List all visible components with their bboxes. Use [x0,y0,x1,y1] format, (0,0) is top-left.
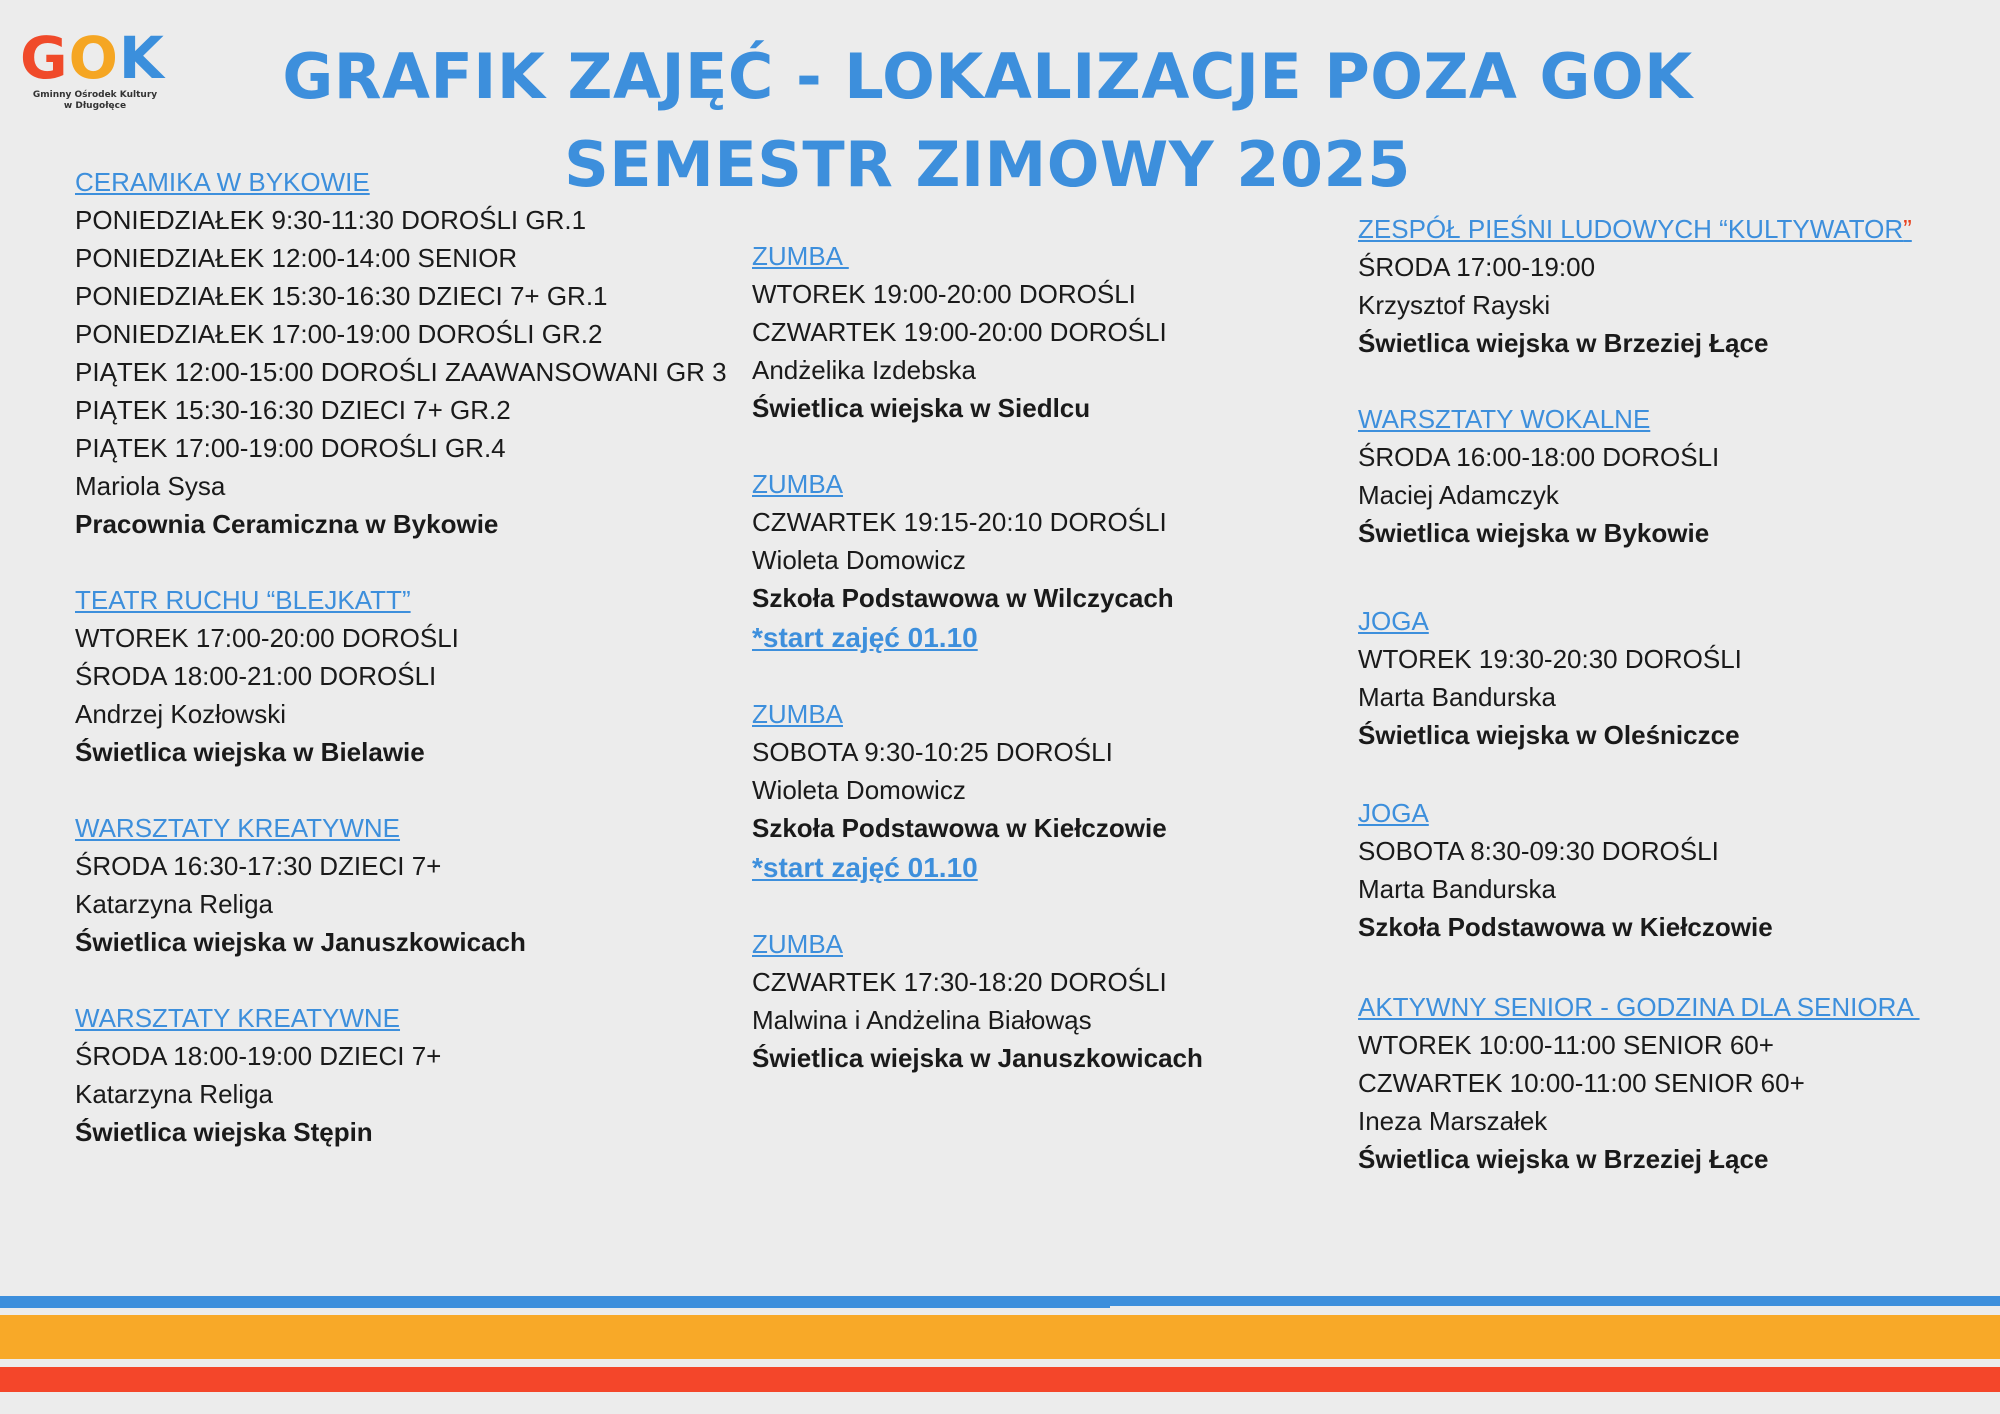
start-note: *start zajęć 01.10 [752,622,978,653]
section-ceramika [75,163,735,543]
location: Pracownia Ceramiczna w Bykowie [75,509,499,539]
instructor-name: Andżelika Izdebska [752,355,977,385]
section-title: ZUMBA [752,241,849,271]
page-title-line2: SEMESTR ZIMOWY 2025 [564,128,1411,201]
location: Świetlica wiejska w Januszkowicach [75,927,526,957]
location: Świetlica wiejska w Brzeziej Łące [1358,1144,1769,1174]
schedule-line: WTOREK 19:00-20:00 DOROŚLI [752,279,1136,309]
logo-letter-o: O [68,24,119,92]
instructor-name: Andrzej Kozłowski [75,699,286,729]
section-zumba-4 [752,925,1352,1077]
section-kultywator [1358,210,1978,362]
section-title: ZUMBA [752,929,843,959]
schedule-line: CZWARTEK 19:00-20:00 DOROŚLI [752,317,1167,347]
schedule-line: WTOREK 19:30-20:30 DOROŚLI [1358,644,1742,674]
decorative-stripe-red [0,1367,2000,1392]
schedule-line: PIĄTEK 12:00-15:00 DOROŚLI ZAAWANSOWANI GR 3 [75,357,727,387]
section-title [1358,210,1978,248]
instructor-name: Krzysztof Rayski [1358,290,1551,320]
section-title: CERAMIKA W BYKOWIE [75,167,370,197]
section-joga-2 [1358,794,1978,946]
location: Świetlica wiejska Stępin [75,1117,373,1147]
schedule-column-2 [752,237,1352,1077]
section-joga-1 [1358,602,1978,754]
schedule-line: CZWARTEK 19:15-20:10 DOROŚLI [752,507,1167,537]
schedule-line: CZWARTEK 17:30-18:20 DOROŚLI [752,967,1167,997]
section-aktywny-senior [1358,988,1978,1178]
instructor-name: Wioleta Domowicz [752,545,966,575]
schedule-line: PONIEDZIAŁEK 9:30-11:30 DOROŚLI GR.1 [75,205,587,235]
location: Szkoła Podstawowa w Kiełczowie [752,813,1167,843]
instructor-name: Katarzyna Religa [75,1079,273,1109]
schedule-column-1 [75,163,735,1151]
schedule-line: PIĄTEK 17:00-19:00 DOROŚLI GR.4 [75,433,506,463]
decorative-stripe-orange [0,1315,2000,1359]
instructor-name: Mariola Sysa [75,471,226,501]
section-title: WARSZTATY WOKALNE [1358,404,1651,434]
logo-subtitle-line1: Gminny Ośrodek Kultury [32,90,158,100]
schedule-line: WTOREK 17:00-20:00 DOROŚLI [75,623,459,653]
page-title-line1: GRAFIK ZAJĘĆ - LOKALIZACJE POZA GOK [282,40,1693,113]
section-title: ZUMBA [752,699,843,729]
logo-letter-g: G [20,24,69,92]
schedule-line: SOBOTA 9:30-10:25 DOROŚLI [752,737,1113,767]
decorative-stripe-gap [1110,1306,2000,1310]
location: Świetlica wiejska w Januszkowicach [752,1043,1203,1073]
section-zumba-3 [752,695,1352,887]
section-title: JOGA [1358,798,1429,828]
instructor-name: Marta Bandurska [1358,682,1556,712]
schedule-line: PONIEDZIAŁEK 17:00-19:00 DOROŚLI GR.2 [75,319,603,349]
schedule-line: ŚRODA 18:00-21:00 DOROŚLI [75,661,437,691]
location: Świetlica wiejska w Bielawie [75,737,425,767]
location: Świetlica wiejska w Bykowie [1358,518,1710,548]
instructor-name: Ineza Marszałek [1358,1106,1548,1136]
section-title: JOGA [1358,606,1429,636]
logo-subtitle-line2: w Długołęce [63,101,127,111]
location: Świetlica wiejska w Siedlcu [752,393,1091,423]
logo-letter-k: K [118,24,165,92]
section-title: WARSZTATY KREATYWNE [75,1003,401,1033]
section-warsztaty-kreatywne-1 [75,809,735,961]
section-title: ZUMBA [752,469,843,499]
section-title: TEATR RUCHU “BLEJKATT” [75,585,411,615]
section-zumba-2 [752,465,1352,657]
schedule-line: ŚRODA 18:00-19:00 DZIECI 7+ [75,1041,442,1071]
schedule-line: ŚRODA 16:30-17:30 DZIECI 7+ [75,851,442,881]
location: Świetlica wiejska w Oleśniczce [1358,720,1740,750]
start-note: *start zajęć 01.10 [752,852,978,883]
schedule-line: PONIEDZIAŁEK 15:30-16:30 DZIECI 7+ GR.1 [75,281,608,311]
section-zumba-1 [752,237,1352,427]
instructor-name: Maciej Adamczyk [1358,480,1559,510]
section-title-text: ZESPÓŁ PIEŚNI LUDOWYCH “KULTYWATOR [1358,214,1904,244]
schedule-line: PIĄTEK 15:30-16:30 DZIECI 7+ GR.2 [75,395,511,425]
section-title-quote: ” [1903,214,1912,244]
schedule-line: PONIEDZIAŁEK 12:00-14:00 SENIOR [75,243,518,273]
section-warsztaty-wokalne [1358,400,1978,552]
section-title: AKTYWNY SENIOR - GODZINA DLA SENIORA [1358,992,1920,1022]
schedule-line: ŚRODA 16:00-18:00 DOROŚLI [1358,442,1720,472]
schedule-line: SOBOTA 8:30-09:30 DOROŚLI [1358,836,1719,866]
location: Szkoła Podstawowa w Wilczycach [752,583,1174,613]
schedule-line: CZWARTEK 10:00-11:00 SENIOR 60+ [1358,1068,1805,1098]
location: Świetlica wiejska w Brzeziej Łące [1358,328,1769,358]
schedule-line: ŚRODA 17:00-19:00 [1358,252,1596,282]
location: Szkoła Podstawowa w Kiełczowie [1358,912,1773,942]
instructor-name: Marta Bandurska [1358,874,1556,904]
schedule-line: WTOREK 10:00-11:00 SENIOR 60+ [1358,1030,1774,1060]
section-title: WARSZTATY KREATYWNE [75,813,401,843]
section-teatr [75,581,735,771]
schedule-column-3 [1358,210,1978,1178]
section-warsztaty-kreatywne-2 [75,999,735,1151]
instructor-name: Wioleta Domowicz [752,775,966,805]
instructor-name: Malwina i Andżelina Białowąs [752,1005,1092,1035]
instructor-name: Katarzyna Religa [75,889,273,919]
